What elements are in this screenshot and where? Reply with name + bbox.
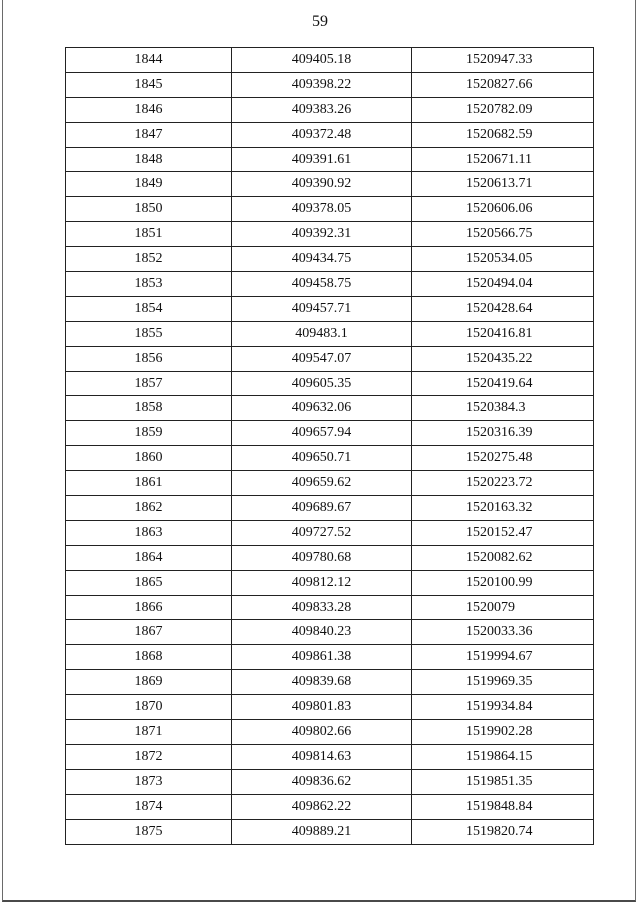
table-row — [66, 97, 594, 122]
y-coordinate-cell: 1520947.33 — [412, 48, 594, 73]
point-number-cell: 1862 — [66, 496, 232, 521]
x-coordinate-cell: 409605.35 — [232, 371, 412, 396]
table-row — [66, 819, 594, 844]
coordinates-table-body — [66, 48, 594, 845]
table-row — [66, 247, 594, 272]
table-row — [66, 296, 594, 321]
point-number-cell: 1848 — [66, 147, 232, 172]
point-number-cell: 1867 — [66, 620, 232, 645]
x-coordinate-cell: 409657.94 — [232, 421, 412, 446]
y-coordinate-cell: 1519994.67 — [412, 645, 594, 670]
table-row — [66, 520, 594, 545]
y-coordinate-cell: 1520033.36 — [412, 620, 594, 645]
point-number-cell: 1864 — [66, 545, 232, 570]
point-number-cell: 1858 — [66, 396, 232, 421]
point-number-cell: 1869 — [66, 670, 232, 695]
y-coordinate-cell: 1520613.71 — [412, 172, 594, 197]
page-number: 59 — [312, 13, 328, 30]
point-number-cell: 1852 — [66, 247, 232, 272]
y-coordinate-cell: 1520416.81 — [412, 321, 594, 346]
table-row — [66, 72, 594, 97]
x-coordinate-cell: 409862.22 — [232, 794, 412, 819]
y-coordinate-cell: 1519820.74 — [412, 819, 594, 844]
x-coordinate-cell: 409861.38 — [232, 645, 412, 670]
point-number-cell: 1844 — [66, 48, 232, 73]
table-row — [66, 769, 594, 794]
coordinates-table — [65, 47, 594, 845]
y-coordinate-cell: 1520100.99 — [412, 570, 594, 595]
x-coordinate-cell: 409483.1 — [232, 321, 412, 346]
table-row — [66, 595, 594, 620]
x-coordinate-cell: 409840.23 — [232, 620, 412, 645]
y-coordinate-cell: 1520163.32 — [412, 496, 594, 521]
x-coordinate-cell: 409659.62 — [232, 471, 412, 496]
point-number-cell: 1855 — [66, 321, 232, 346]
point-number-cell: 1857 — [66, 371, 232, 396]
y-coordinate-cell: 1519969.35 — [412, 670, 594, 695]
y-coordinate-cell: 1520606.06 — [412, 197, 594, 222]
table-row — [66, 744, 594, 769]
point-number-cell: 1875 — [66, 819, 232, 844]
table-row — [66, 321, 594, 346]
x-coordinate-cell: 409889.21 — [232, 819, 412, 844]
y-coordinate-cell: 1520223.72 — [412, 471, 594, 496]
y-coordinate-cell: 1520316.39 — [412, 421, 594, 446]
point-number-cell: 1849 — [66, 172, 232, 197]
point-number-cell: 1854 — [66, 296, 232, 321]
table-row — [66, 48, 594, 73]
table-row — [66, 720, 594, 745]
table-row — [66, 172, 594, 197]
table-row — [66, 147, 594, 172]
table-row — [66, 695, 594, 720]
table-row — [66, 620, 594, 645]
x-coordinate-cell: 409836.62 — [232, 769, 412, 794]
point-number-cell: 1845 — [66, 72, 232, 97]
y-coordinate-cell: 1520082.62 — [412, 545, 594, 570]
table-row — [66, 396, 594, 421]
y-coordinate-cell: 1520782.09 — [412, 97, 594, 122]
table-row — [66, 496, 594, 521]
point-number-cell: 1847 — [66, 122, 232, 147]
x-coordinate-cell: 409814.63 — [232, 744, 412, 769]
x-coordinate-cell: 409632.06 — [232, 396, 412, 421]
x-coordinate-cell: 409390.92 — [232, 172, 412, 197]
point-number-cell: 1860 — [66, 446, 232, 471]
table-row — [66, 471, 594, 496]
x-coordinate-cell: 409372.48 — [232, 122, 412, 147]
y-coordinate-cell: 1520494.04 — [412, 272, 594, 297]
x-coordinate-cell: 409802.66 — [232, 720, 412, 745]
y-coordinate-cell: 1520566.75 — [412, 222, 594, 247]
point-number-cell: 1861 — [66, 471, 232, 496]
table-row — [66, 222, 594, 247]
point-number-cell: 1873 — [66, 769, 232, 794]
y-coordinate-cell: 1520419.64 — [412, 371, 594, 396]
table-row — [66, 346, 594, 371]
y-coordinate-cell: 1520079 — [412, 595, 594, 620]
table-row — [66, 122, 594, 147]
x-coordinate-cell: 409398.22 — [232, 72, 412, 97]
y-coordinate-cell: 1520152.47 — [412, 520, 594, 545]
y-coordinate-cell: 1519902.28 — [412, 720, 594, 745]
point-number-cell: 1866 — [66, 595, 232, 620]
x-coordinate-cell: 409727.52 — [232, 520, 412, 545]
point-number-cell: 1872 — [66, 744, 232, 769]
point-number-cell: 1853 — [66, 272, 232, 297]
x-coordinate-cell: 409458.75 — [232, 272, 412, 297]
x-coordinate-cell: 409405.18 — [232, 48, 412, 73]
point-number-cell: 1863 — [66, 520, 232, 545]
y-coordinate-cell: 1519934.84 — [412, 695, 594, 720]
y-coordinate-cell: 1520682.59 — [412, 122, 594, 147]
y-coordinate-cell: 1520384.3 — [412, 396, 594, 421]
table-row — [66, 794, 594, 819]
point-number-cell: 1851 — [66, 222, 232, 247]
table-row — [66, 371, 594, 396]
x-coordinate-cell: 409391.61 — [232, 147, 412, 172]
table-row — [66, 645, 594, 670]
x-coordinate-cell: 409689.67 — [232, 496, 412, 521]
y-coordinate-cell: 1519864.15 — [412, 744, 594, 769]
table-row — [66, 570, 594, 595]
x-coordinate-cell: 409650.71 — [232, 446, 412, 471]
table-row — [66, 670, 594, 695]
x-coordinate-cell: 409378.05 — [232, 197, 412, 222]
y-coordinate-cell: 1520671.11 — [412, 147, 594, 172]
point-number-cell: 1871 — [66, 720, 232, 745]
x-coordinate-cell: 409812.12 — [232, 570, 412, 595]
table-row — [66, 545, 594, 570]
x-coordinate-cell: 409392.31 — [232, 222, 412, 247]
y-coordinate-cell: 1520827.66 — [412, 72, 594, 97]
y-coordinate-cell: 1519848.84 — [412, 794, 594, 819]
point-number-cell: 1865 — [66, 570, 232, 595]
x-coordinate-cell: 409801.83 — [232, 695, 412, 720]
point-number-cell: 1850 — [66, 197, 232, 222]
table-row — [66, 272, 594, 297]
y-coordinate-cell: 1519851.35 — [412, 769, 594, 794]
point-number-cell: 1868 — [66, 645, 232, 670]
y-coordinate-cell: 1520435.22 — [412, 346, 594, 371]
table-row — [66, 197, 594, 222]
x-coordinate-cell: 409833.28 — [232, 595, 412, 620]
y-coordinate-cell: 1520428.64 — [412, 296, 594, 321]
point-number-cell: 1859 — [66, 421, 232, 446]
x-coordinate-cell: 409547.07 — [232, 346, 412, 371]
point-number-cell: 1874 — [66, 794, 232, 819]
table-row — [66, 446, 594, 471]
x-coordinate-cell: 409457.71 — [232, 296, 412, 321]
x-coordinate-cell: 409383.26 — [232, 97, 412, 122]
y-coordinate-cell: 1520275.48 — [412, 446, 594, 471]
y-coordinate-cell: 1520534.05 — [412, 247, 594, 272]
x-coordinate-cell: 409780.68 — [232, 545, 412, 570]
point-number-cell: 1856 — [66, 346, 232, 371]
point-number-cell: 1846 — [66, 97, 232, 122]
x-coordinate-cell: 409434.75 — [232, 247, 412, 272]
point-number-cell: 1870 — [66, 695, 232, 720]
table-row — [66, 421, 594, 446]
x-coordinate-cell: 409839.68 — [232, 670, 412, 695]
